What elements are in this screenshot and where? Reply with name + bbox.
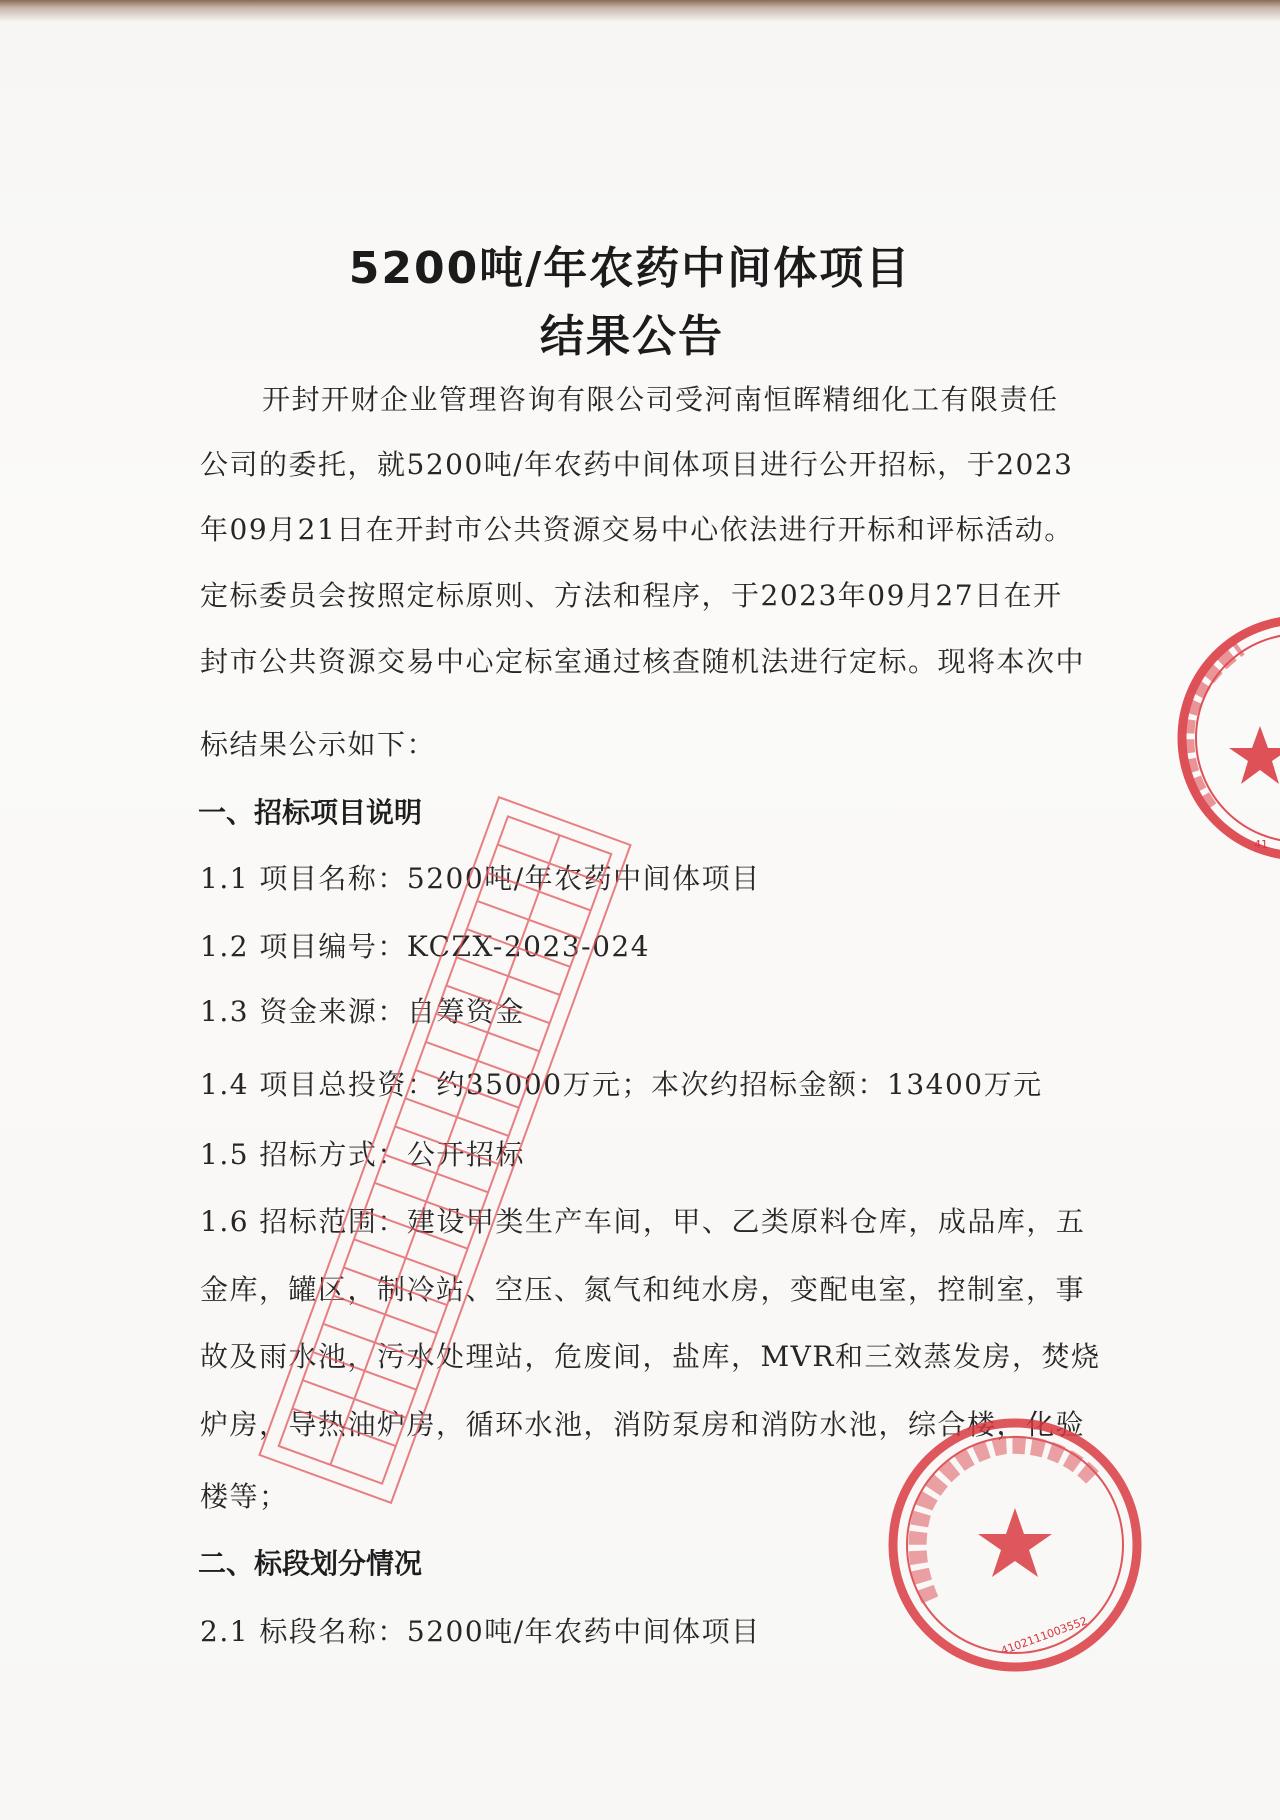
tender-scope: 金库，罐区，制冷站、空压、氮气和纯水房，变配电室，控制室，事 [200,1273,1086,1306]
fund-source: 1.3 资金来源：自筹资金 [200,995,525,1028]
tender-scope: 炉房，导热油炉房，循环水池，消防泵房和消防水池，综合楼，化验 [200,1408,1086,1441]
tender-scope: 故及雨水池，污水处理站，危废间，盐库，MVR和三效蒸发房，焚烧 [200,1340,1101,1373]
scan-edge-shadow [0,0,1280,22]
tender-method: 1.5 招标方式：公开招标 [200,1138,525,1171]
company-seal-lower [880,1410,1150,1680]
tender-scope: 1.6 招标范围：建设甲类生产车间，甲、乙类原料仓库，成品库，五 [200,1205,1086,1238]
document-subtitle: 结果公告 [540,311,724,362]
intro-line: 年09月21日在开封市公共资源交易中心依法进行开标和评标活动。 [200,513,1074,546]
intro-line: 定标委员会按照定标原则、方法和程序，于2023年09月27日在开 [200,579,1063,612]
intro-line: 封市公共资源交易中心定标室通过核查随机法进行定标。现将本次中 [200,645,1086,678]
seal-code: 4102111003552 [999,1614,1090,1658]
tender-scope: 楼等； [200,1480,289,1513]
total-investment: 1.4 项目总投资：约35000万元；本次约招标金额：13400万元 [200,1068,1043,1101]
project-name: 1.1 项目名称：5200吨/年农药中间体项目 [200,862,761,895]
intro-line: 公司的委托，就5200吨/年农药中间体项目进行公开招标，于2023 [200,448,1074,481]
seal-code-fragment: 41 [1254,838,1268,851]
project-number: 1.2 项目编号：KCZX-2023-024 [200,930,651,963]
lot-name: 2.1 标段名称：5200吨/年农药中间体项目 [200,1615,761,1648]
company-seal-upper [1150,608,1280,868]
intro-line: 标结果公示如下： [200,728,437,761]
section-heading-2: 二、标段划分情况 [198,1547,423,1580]
document-title: 5200吨/年农药中间体项目 [348,243,912,294]
section-heading-1: 一、招标项目说明 [198,796,423,829]
intro-line: 开封开财企业管理咨询有限公司受河南恒晖精细化工有限责任 [262,383,1059,416]
